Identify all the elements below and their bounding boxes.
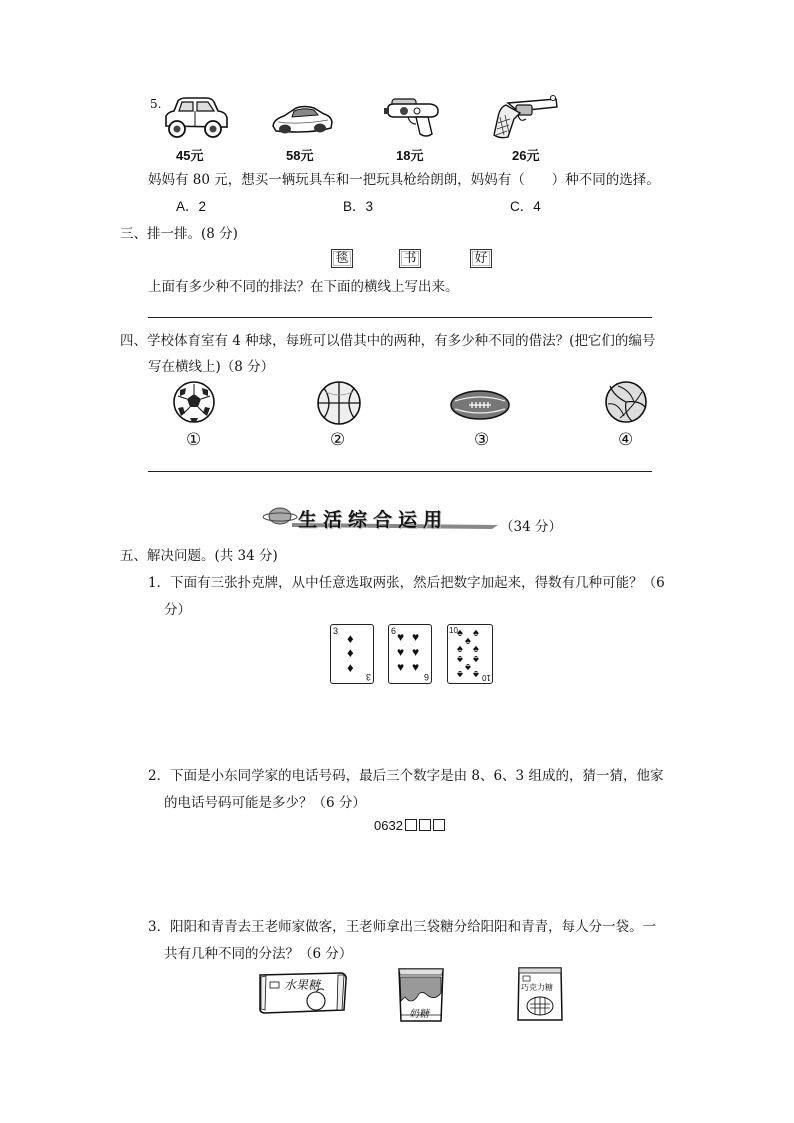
phone-digit-box-2[interactable] xyxy=(419,819,431,831)
option-a: A．2 xyxy=(176,199,207,214)
card-3-suit-j: ♠ xyxy=(473,668,479,680)
ball-label-2: ② xyxy=(330,430,346,450)
ball-label-4: ④ xyxy=(618,430,634,450)
problem-1-line2: 分） xyxy=(164,602,191,618)
card-2-suit-e: ♥ xyxy=(397,660,405,674)
problem-3-line2: 共有几种不同的分法？（6 分） xyxy=(164,946,353,962)
card-3-suit-b: ♠ xyxy=(473,627,479,639)
answer-line-section-3[interactable] xyxy=(148,317,652,318)
chocolate-candy-bag-shape xyxy=(515,966,565,1022)
card-3-suit-i: ♠ xyxy=(457,668,463,680)
option-b: B．3 xyxy=(343,199,374,214)
phone-digit-box-3[interactable] xyxy=(433,819,445,831)
question-5-text: 妈妈有 80 元，想买一辆玩具车和一把玩具枪给朗朗，妈妈有（ ）种不同的选择。 xyxy=(148,172,660,188)
char-2: 书 xyxy=(399,249,421,268)
price-pistol: 26元 xyxy=(512,148,540,163)
fruit-candy-bag xyxy=(258,972,348,1014)
question-number-5: 5. xyxy=(150,97,162,111)
card-2-suit-c: ♥ xyxy=(397,645,405,659)
problem-2-line1: 2．下面是小东同学家的电话号码，最后三个数字是由 8、6、3 组成的，猜一猜，他家 xyxy=(148,768,664,784)
card-3-suit-g: ♠ xyxy=(473,653,479,665)
banner-score: （34 分） xyxy=(500,519,562,535)
card-1-rank-bottom: 3 xyxy=(365,672,371,682)
ball-label-3: ③ xyxy=(474,430,490,450)
phone-digit-box-1[interactable] xyxy=(405,819,417,831)
card-2-suit-d: ♥ xyxy=(412,645,420,659)
card-1-suit-a: ♦ xyxy=(347,631,354,646)
card-3-suit-c: ♠ xyxy=(465,635,471,647)
phone-prefix: 0632 xyxy=(374,818,403,833)
rugby-ball-image xyxy=(449,389,511,421)
chocolate-candy-bag xyxy=(515,966,565,1022)
problem-1-line1: 1．下面有三张扑克牌，从中任意选取两张，然后把数字加起来，得数有几种可能？（6 xyxy=(148,575,665,591)
ball-label-1: ① xyxy=(186,430,202,450)
card-3-suit-e: ♠ xyxy=(473,643,479,655)
card-2-suit-b: ♥ xyxy=(412,630,420,644)
soccer-ball-image xyxy=(172,380,216,424)
card-2-rank-bottom: 6 xyxy=(423,672,429,682)
price-sports-car: 58元 xyxy=(286,148,314,163)
card-3-rank: 10 xyxy=(449,626,458,635)
card-3-suit-f: ♠ xyxy=(457,653,463,665)
card-2-rank: 6 xyxy=(391,626,397,636)
toy-water-gun-image xyxy=(382,96,442,140)
char-card-1 xyxy=(331,249,353,268)
card-1-suit-b: ♦ xyxy=(347,645,354,660)
answer-line-section-4[interactable] xyxy=(148,471,652,472)
card-2-suit-a: ♥ xyxy=(397,630,405,644)
char-1: 毯 xyxy=(331,249,353,268)
char-card-2 xyxy=(399,249,421,268)
toy-pistol-image xyxy=(490,95,560,141)
milk-candy-label: 奶糖 xyxy=(409,1009,429,1020)
sports-car-image xyxy=(270,100,334,140)
chocolate-candy-label: 巧克力糖 xyxy=(521,983,553,992)
section-3-title: 三、排一排。(8 分) xyxy=(120,226,238,242)
char-3: 好 xyxy=(470,249,492,268)
basketball-image xyxy=(316,380,362,426)
banner-title: 生活综合运用 xyxy=(298,509,449,531)
card-1-suit-c: ♦ xyxy=(347,660,354,675)
section-3-question: 上面有多少种不同的排法？在下面的横线上写出来。 xyxy=(148,279,459,295)
card-2-suit-f: ♥ xyxy=(412,660,420,674)
problem-3-line1: 3．阳阳和青青去王老师家做客，王老师拿出三袋糖分给阳阳和青青，每人分一袋。一 xyxy=(148,919,657,935)
playing-card-3-diamonds xyxy=(330,624,374,684)
section-5-title: 五、解决问题。(共 34 分) xyxy=(120,548,278,564)
card-3-rank-bottom: 10 xyxy=(482,673,491,682)
card-3-suit-a: ♠ xyxy=(457,627,463,639)
card-3-suit-d: ♠ xyxy=(457,643,463,655)
price-toy-car: 45元 xyxy=(176,148,204,163)
fruit-candy-label: 水果糖 xyxy=(284,978,321,992)
problem-2-line2: 的电话号码可能是多少？（6 分） xyxy=(164,795,366,811)
card-3-suit-h: ♠ xyxy=(465,661,471,673)
section-4-title-line2: 写在横线上)（8 分） xyxy=(148,359,275,375)
playing-card-6-hearts xyxy=(388,624,432,684)
volleyball-image xyxy=(604,380,648,424)
option-c: C．4 xyxy=(510,199,541,214)
playing-card-10-spades xyxy=(447,624,493,684)
milk-candy-bag xyxy=(395,967,447,1023)
phone-number xyxy=(374,818,445,833)
toy-car-image xyxy=(160,96,230,142)
card-1-rank: 3 xyxy=(333,626,339,636)
char-card-3 xyxy=(470,249,492,268)
price-water-gun: 18元 xyxy=(396,148,424,163)
section-4-title-line1: 四、学校体育室有 4 种球，每班可以借其中的两种，有多少种不同的借法？(把它们的编号 xyxy=(120,333,656,349)
